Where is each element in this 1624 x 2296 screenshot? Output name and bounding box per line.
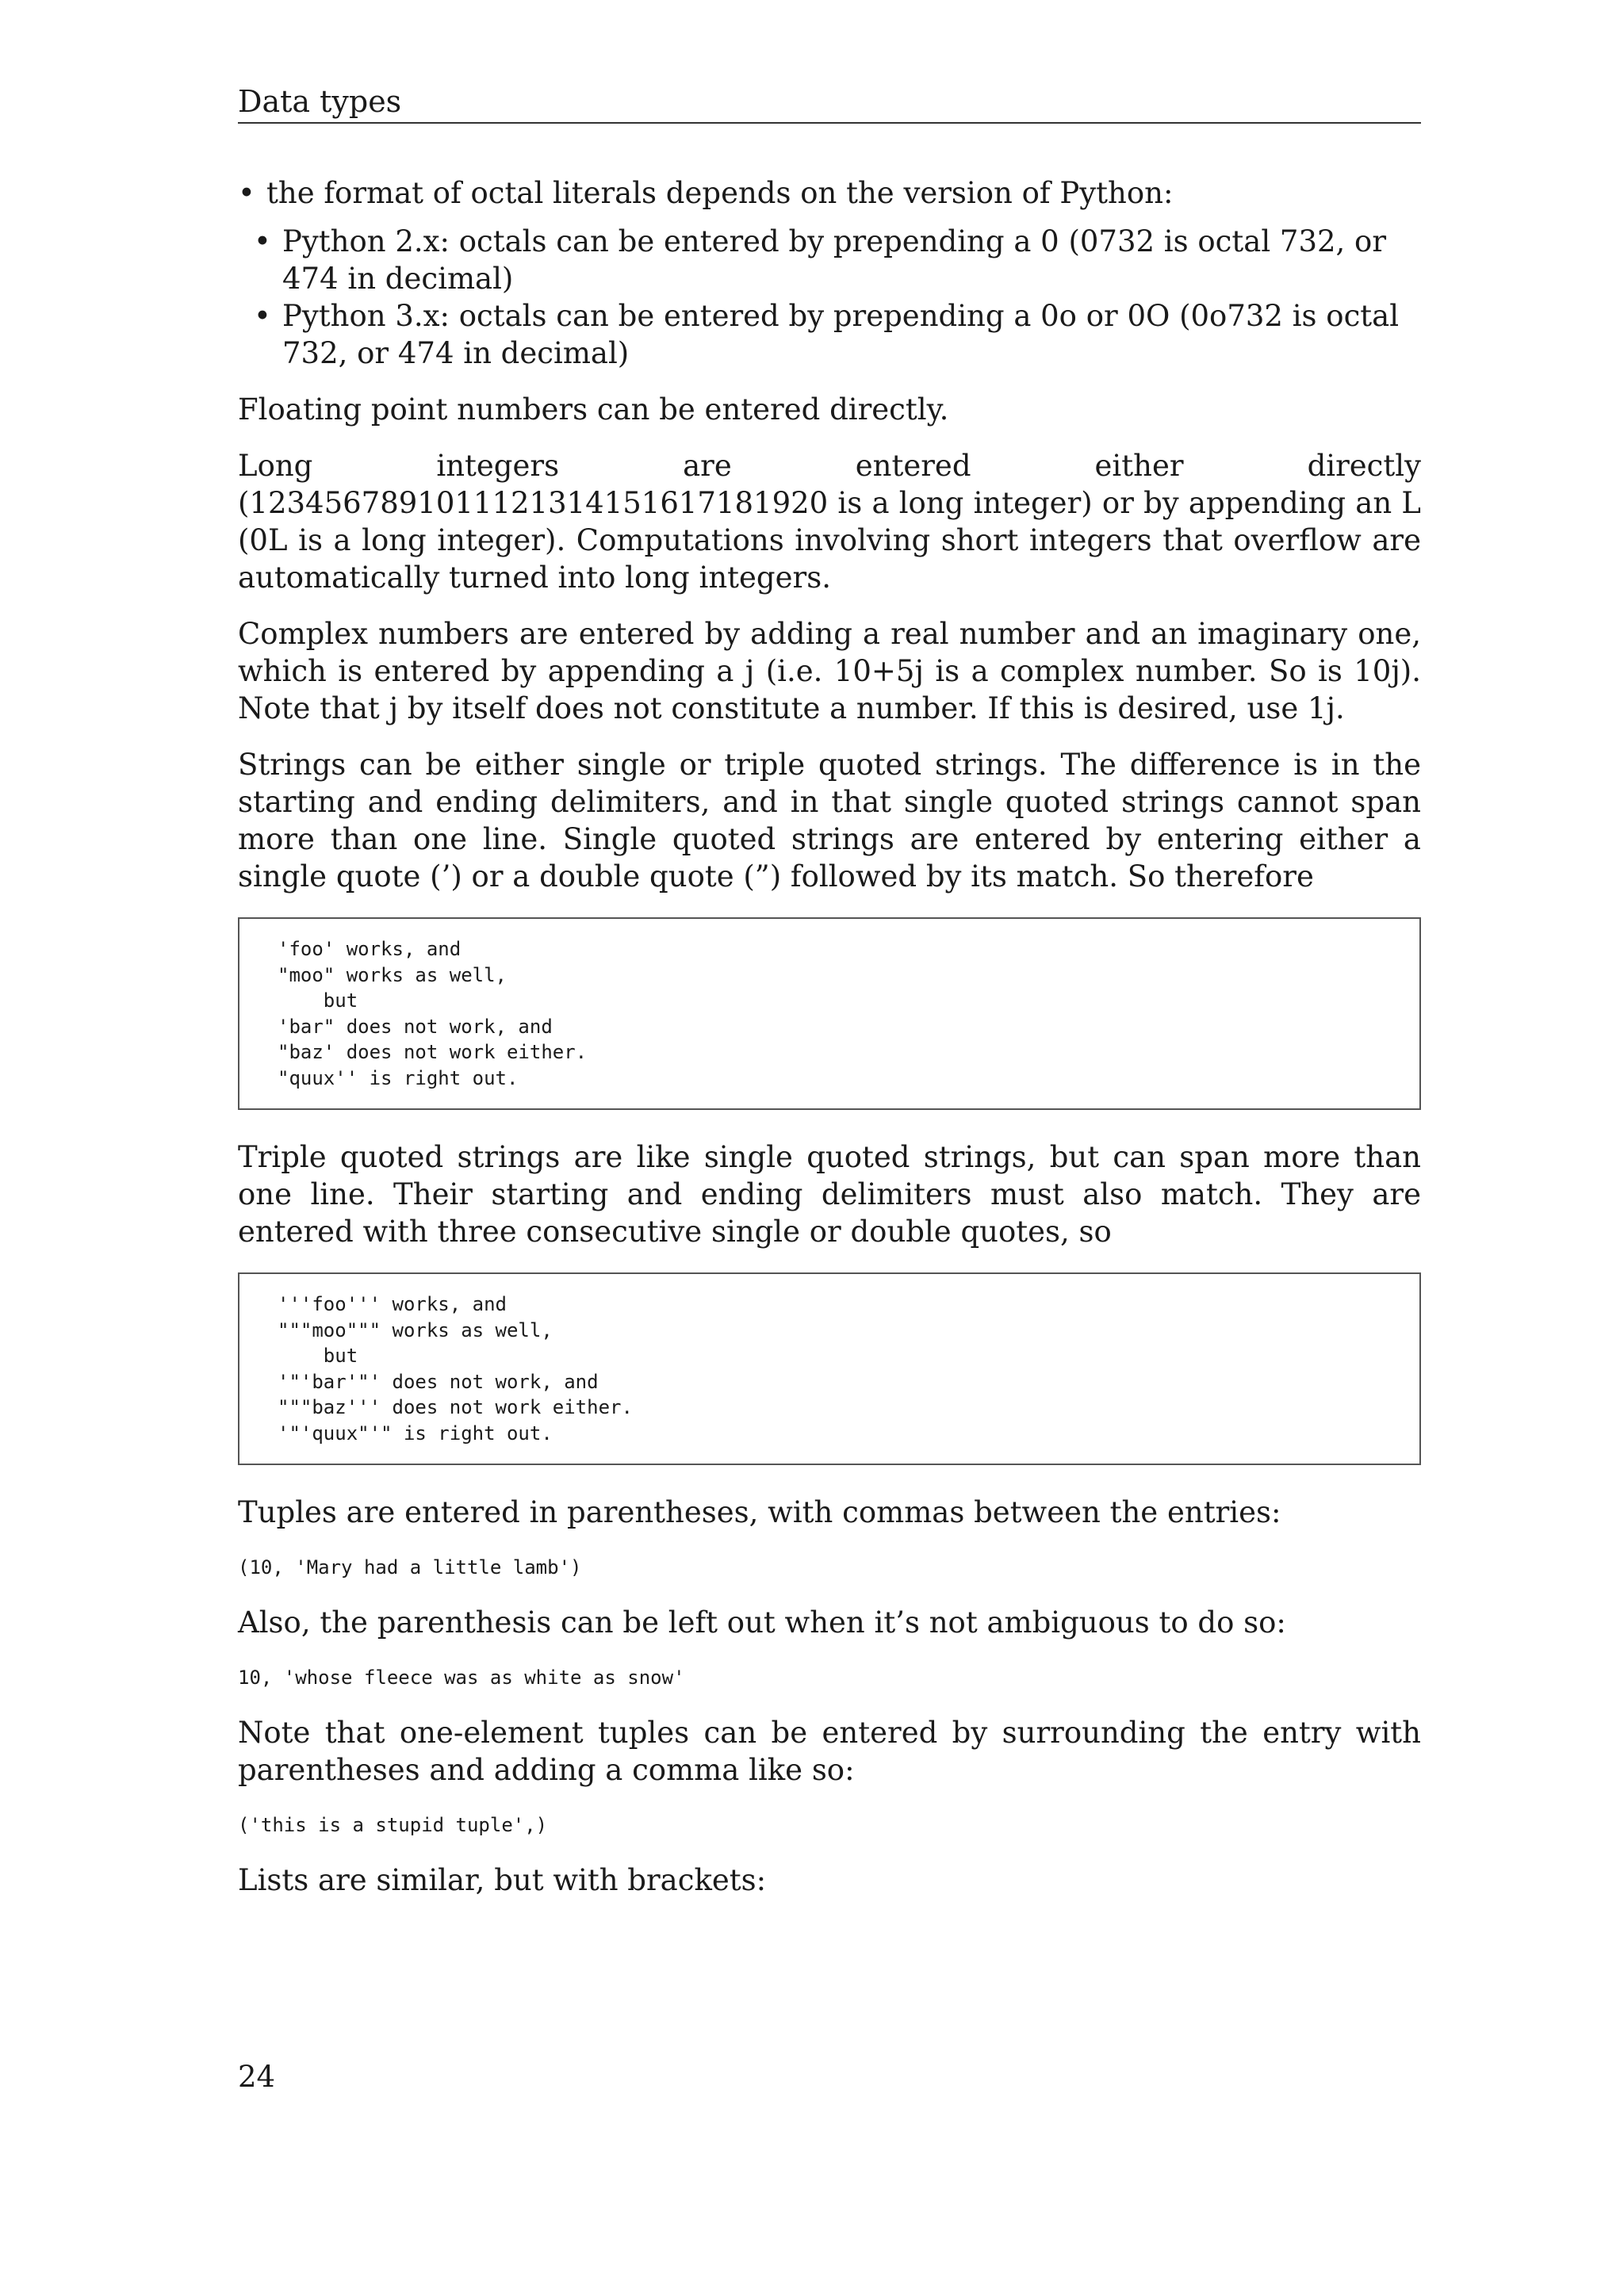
octal-version-list <box>238 223 1421 372</box>
code-line: """moo""" works as well, <box>278 1318 553 1341</box>
code-line: 'foo' works, and <box>278 938 462 960</box>
paragraph-complex: Complex numbers are entered by adding a real number and an imaginary one, which is entered by appending a j (i.e. 10+5j is a complex number. So is 10j). Note that j by itself does not constitute a number. If this is desired, use 1j. <box>238 617 1421 725</box>
code-tuple: (10, 'Mary had a little lamb') <box>238 1556 582 1578</box>
bullet-icon: • <box>238 176 255 210</box>
paragraph-one-element: Note that one-element tuples can be entered by surrounding the entry with parentheses and adding a comma like so: <box>238 1716 1421 1787</box>
code-line: "moo" works as well, <box>278 963 507 986</box>
list-item <box>238 174 1421 212</box>
paragraph-triple: Triple quoted strings are like single quoted strings, but can span more than one line. Their starting and ending delimiters must also match. They are entered with three consecutive single or double quotes, so <box>238 1140 1421 1249</box>
list-item <box>254 223 1421 297</box>
list-item <box>254 297 1421 372</box>
code-no-paren: 10, 'whose fleece was as white as snow' <box>238 1667 685 1689</box>
page-content <box>238 174 1421 1918</box>
python2-bullet: Python 2.x: octals can be entered by prepending a 0 (0732 is octal 732, or 474 in decimal) <box>282 224 1387 296</box>
python3-bullet: Python 3.x: octals can be entered by prepending a 0o or 0O (0o732 is octal 732, or 474 in decimal) <box>282 299 1400 370</box>
paragraph-long-integers: Long integers are entered either directly (1234567891011121314151617181920 is a long integer) or by appending an L (0L is a long integer). Computations involving short integers that overflow are automatically turned into long integers. <box>238 449 1421 595</box>
code-line: 'bar" does not work, and <box>278 1015 553 1038</box>
paragraph-lists: Lists are similar, but with brackets: <box>238 1863 767 1897</box>
page-number: 24 <box>238 2060 276 2094</box>
intro-bullet-text: the format of octal literals depends on the version of Python: <box>266 176 1174 210</box>
paragraph-floating: Floating point numbers can be entered directly. <box>238 392 949 427</box>
code-line: "quux'' is right out. <box>278 1066 519 1089</box>
running-header: Data types <box>238 82 1421 124</box>
code-line: "baz' does not work either. <box>278 1041 588 1063</box>
code-line: but <box>278 1345 358 1367</box>
code-line: but <box>278 989 358 1012</box>
code-line: '''foo''' works, and <box>278 1293 507 1315</box>
bullet-icon: • <box>254 299 271 333</box>
code-one-element: ('this is a stupid tuple',) <box>238 1814 548 1836</box>
bullet-icon: • <box>254 224 271 258</box>
code-block-triple-quotes <box>238 1272 1421 1465</box>
code-line: '"'quux"'" is right out. <box>278 1422 553 1445</box>
paragraph-parenthesis: Also, the parenthesis can be left out when it’s not ambiguous to do so: <box>238 1605 1286 1640</box>
code-line: """baz''' does not work either. <box>278 1396 633 1418</box>
code-line: '"'bar'"' does not work, and <box>278 1370 599 1393</box>
paragraph-tuples: Tuples are entered in parentheses, with commas between the entries: <box>238 1495 1281 1529</box>
code-block-single-quotes <box>238 917 1421 1110</box>
paragraph-strings: Strings can be either single or triple quoted strings. The difference is in the starting and ending delimiters, and in that single quoted strings cannot span more than one line. Single quoted strings are entered by entering either a single quote (’) or a double quote (”) followed by its match. So therefore <box>238 748 1421 894</box>
